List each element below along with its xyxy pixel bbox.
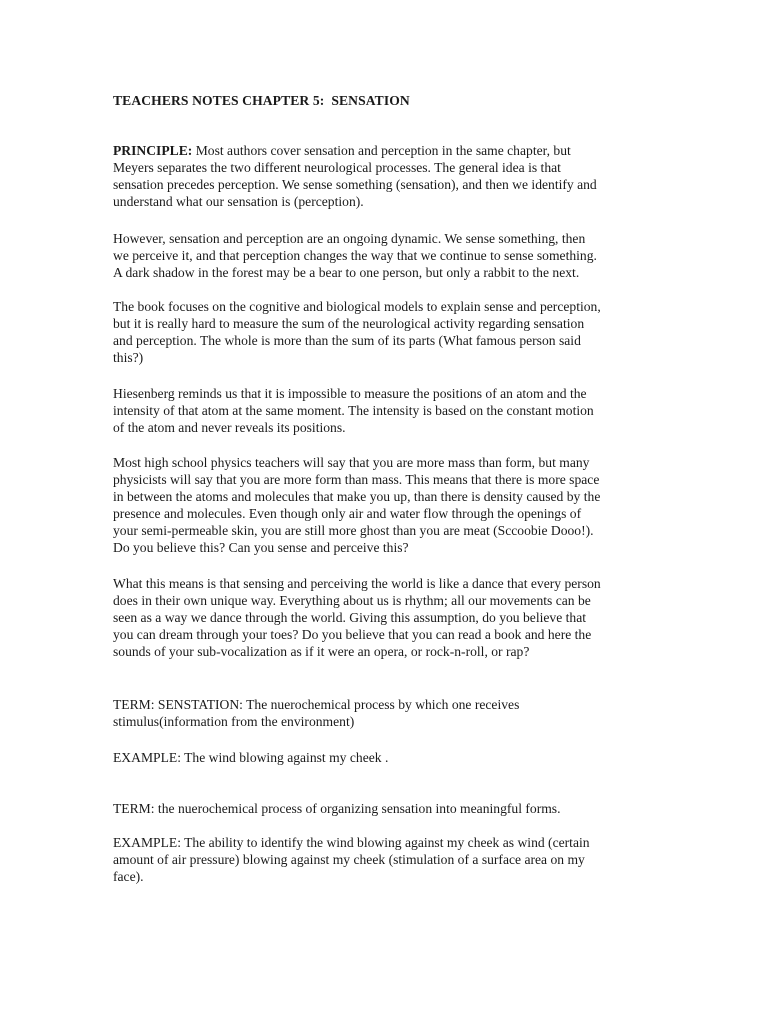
term-line: stimulus(information from the environment) xyxy=(113,714,355,729)
paragraph-line: presence and molecules. Even though only air and water flow through the openings of xyxy=(113,506,582,521)
paragraph-line: does in their own unique way. Everything about us is rhythm; all our movements can be xyxy=(113,593,591,608)
paragraph-line: but it is really hard to measure the sum of the neurological activity regarding sensation xyxy=(113,316,585,331)
principle-line-1 xyxy=(113,142,658,159)
principle-paragraph xyxy=(113,142,658,210)
paragraph-line: A dark shadow in the forest may be a bear to one person, but only a rabbit to the next. xyxy=(113,265,580,280)
paragraph-line: Most high school physics teachers will say that you are more mass than form, but many xyxy=(113,455,590,470)
term-sensation xyxy=(113,696,658,730)
paragraph-line: in between the atoms and molecules that make you up, than there is density caused by the xyxy=(113,489,601,504)
paragraph-line: and perception. The whole is more than the sum of its parts (What famous person said xyxy=(113,333,581,348)
paragraph-line: The book focuses on the cognitive and biological models to explain sense and perception, xyxy=(113,299,601,314)
example-line: amount of air pressure) blowing against my cheek (stimulation of a surface area on my xyxy=(113,852,585,867)
example-line: face). xyxy=(113,869,144,884)
example-sensation xyxy=(113,749,658,766)
principle-line-3: sensation precedes perception. We sense something (sensation), and then we identify and xyxy=(113,177,597,192)
principle-label: PRINCIPLE: xyxy=(113,143,193,158)
principle-line-1-text: Most authors cover sensation and perception in the same chapter, but xyxy=(192,143,571,158)
paragraph-models xyxy=(113,298,658,366)
term-line: TERM: SENSTATION: The nuerochemical process by which one receives xyxy=(113,697,520,712)
principle-line-2: Meyers separates the two different neurological processes. The general idea is that xyxy=(113,160,561,175)
paragraph-line: intensity of that atom at the same moment. The intensity is based on the constant motion xyxy=(113,403,594,418)
principle-line-4: understand what our sensation is (perception). xyxy=(113,194,364,209)
term-line: TERM: the nuerochemical process of organizing sensation into meaningful forms. xyxy=(113,801,561,816)
example-line: EXAMPLE: The ability to identify the wind blowing against my cheek as wind (certain xyxy=(113,835,590,850)
paragraph-hiesenberg xyxy=(113,385,658,436)
paragraph-line: seen as a way we dance through the world. Giving this assumption, do you believe that xyxy=(113,610,587,625)
paragraph-line: sounds of your sub-vocalization as if it were an opera, or rock-n-roll, or rap? xyxy=(113,644,530,659)
paragraph-line: Do you believe this? Can you sense and perceive this? xyxy=(113,540,409,555)
example-perception xyxy=(113,834,658,885)
paragraph-line: physicists will say that you are more form than mass. This means that there is more space xyxy=(113,472,600,487)
paragraph-line: you can dream through your toes? Do you believe that you can read a book and here the xyxy=(113,627,592,642)
paragraph-line: Hiesenberg reminds us that it is impossible to measure the positions of an atom and the xyxy=(113,386,587,401)
paragraph-dance xyxy=(113,575,658,660)
paragraph-line: of the atom and never reveals its positions. xyxy=(113,420,346,435)
paragraph-line: this?) xyxy=(113,350,144,365)
paragraph-line: your semi-permeable skin, you are still more ghost than you are meat (Sccoobie Dooo!). xyxy=(113,523,594,538)
example-line: EXAMPLE: The wind blowing against my cheek . xyxy=(113,750,389,765)
term-perception xyxy=(113,800,658,817)
paragraph-line: What this means is that sensing and perceiving the world is like a dance that every person xyxy=(113,576,601,591)
paragraph-physics xyxy=(113,454,658,556)
paragraph-line: we perceive it, and that perception changes the way that we continue to sense something. xyxy=(113,248,597,263)
paragraph-line: However, sensation and perception are an ongoing dynamic. We sense something, then xyxy=(113,231,586,246)
document-title: TEACHERS NOTES CHAPTER 5: SENSATION xyxy=(113,93,410,108)
paragraph-dynamic xyxy=(113,230,658,281)
